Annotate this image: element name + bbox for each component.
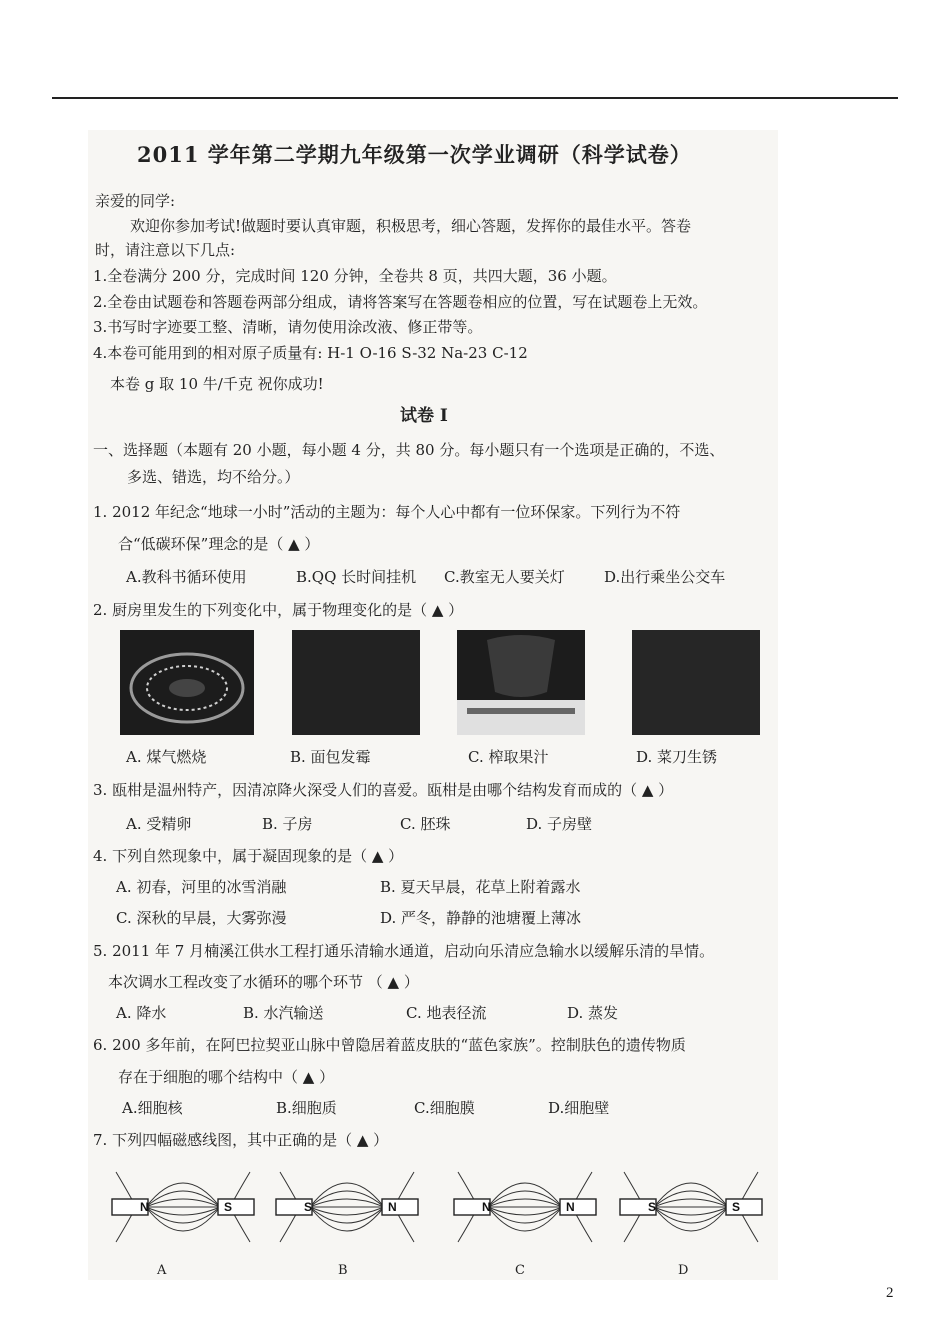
intro-line-1: 欢迎你参加考试!做题时要认真审题，积极思考，细心答题，发挥你的最佳水平。答卷: [130, 217, 692, 235]
magnet-diagram-a: [108, 1162, 258, 1256]
q6-option-d: D.细胞壁: [548, 1099, 610, 1117]
note-2: 2.全卷由试题卷和答题卷两部分组成，请将答案写在答题卷相应的位置，写在试题卷上无效。: [93, 293, 708, 311]
field-lines-a: [108, 1162, 258, 1252]
q7-stem: 7. 下列四幅磁感线图，其中正确的是（ ▲ ）: [93, 1131, 389, 1149]
page-number: 2: [886, 1285, 894, 1301]
q6-stem-1: 6. 200 多年前，在阿巴拉契亚山脉中曾隐居着蓝皮肤的“蓝色家族”。控制肤色的遗传物质: [93, 1036, 686, 1054]
intro-line-2: 时，请注意以下几点:: [95, 241, 236, 259]
q6-stem-2: 存在于细胞的哪个结构中（ ▲ ）: [118, 1068, 335, 1086]
pole-label: S: [224, 1200, 233, 1214]
q1-option-b: B.QQ 长时间挂机: [296, 568, 417, 586]
pole-label: N: [140, 1200, 149, 1214]
q4-option-a: A. 初春，河里的冰雪消融: [116, 878, 287, 896]
q5-option-b: B. 水汽输送: [243, 1004, 324, 1022]
field-line: [310, 1199, 384, 1207]
field-line: [146, 1207, 220, 1215]
q3-option-a: A. 受精卵: [126, 815, 192, 833]
q3-stem: 3. 瓯柑是温州特产，因清凉降火深受人们的喜爱。瓯柑是由哪个结构发育而成的（ ▲ ）: [93, 781, 674, 799]
top-rule: [52, 97, 898, 99]
diagram-label-c: C: [515, 1263, 525, 1278]
greeting: 亲爱的同学:: [95, 192, 176, 210]
diagram-label-d: D: [678, 1263, 689, 1278]
field-line: [654, 1207, 728, 1215]
field-line: [488, 1199, 562, 1207]
q1-stem-1: 1. 2012 年纪念“地球一小时”活动的主题为：每个人心中都有一位环保家。下列行为不符: [93, 503, 681, 521]
rusty-knife-photo: [632, 630, 760, 735]
field-lines-c: [450, 1162, 600, 1252]
q3-option-d: D. 子房壁: [526, 815, 593, 833]
q5-option-d: D. 蒸发: [567, 1004, 619, 1022]
magnet-diagram-c: [450, 1162, 600, 1256]
q2-option-a: A. 煤气燃烧: [126, 748, 207, 766]
pole-label: S: [648, 1200, 657, 1214]
g-note: 本卷 g 取 10 牛/千克 祝你成功!: [110, 375, 324, 393]
field-line: [654, 1199, 728, 1207]
note-1: 1.全卷满分 200 分，完成时间 120 分钟，全卷共 8 页，共四大题，36 小题。: [93, 267, 617, 285]
pole-label: S: [304, 1200, 313, 1214]
q1-option-d: D.出行乘坐公交车: [604, 568, 726, 586]
magnet-diagram-d: [616, 1162, 766, 1256]
field-line: [146, 1199, 220, 1207]
q2-stem: 2. 厨房里发生的下列变化中，属于物理变化的是（ ▲ ）: [93, 601, 464, 619]
pole-label: N: [388, 1200, 397, 1214]
field-lines-b: [272, 1162, 422, 1252]
q5-option-c: C. 地表径流: [406, 1004, 487, 1022]
q2-option-c: C. 榨取果汁: [468, 748, 549, 766]
q6-option-a: A.细胞核: [122, 1099, 183, 1117]
q3-option-c: C. 胚珠: [400, 815, 451, 833]
q4-option-b: B. 夏天早晨，花草上附着露水: [380, 878, 581, 896]
q3-option-b: B. 子房: [262, 815, 313, 833]
gas-flame-illustration: [120, 630, 254, 735]
q1-stem-2: 合“低碳环保”理念的是（ ▲ ）: [118, 535, 320, 553]
magnet-diagram-b: [272, 1162, 422, 1256]
diagram-label-b: B: [338, 1263, 348, 1278]
juicer-illustration: [457, 630, 585, 735]
pole-label: N: [566, 1200, 575, 1214]
q6-option-b: B.细胞质: [276, 1099, 337, 1117]
part-one-line-2: 多选、错选，均不给分。）: [127, 468, 300, 486]
note-3: 3.书写时字迹要工整、清晰，请勿使用涂改液、修正带等。: [93, 318, 483, 336]
note-4: 4.本卷可能用到的相对原子质量有: H-1 O-16 S-32 Na-23 C-12: [93, 344, 528, 362]
q4-option-d: D. 严冬，静静的池塘覆上薄冰: [380, 909, 582, 927]
juice-photo: [457, 630, 585, 735]
q4-stem: 4. 下列自然现象中，属于凝固现象的是（ ▲ ）: [93, 847, 404, 865]
diagram-label-a: A: [157, 1263, 167, 1278]
field-line: [488, 1207, 562, 1215]
q1-option-c: C.教室无人要关灯: [444, 568, 565, 586]
pole-label: S: [732, 1200, 741, 1214]
field-lines-d: [616, 1162, 766, 1252]
field-line: [310, 1207, 384, 1215]
moldy-bread-photo: [292, 630, 420, 735]
pole-label: N: [482, 1200, 491, 1214]
gas-flame-photo: [120, 630, 254, 735]
part-one-line-1: 一、选择题（本题有 20 小题，每小题 4 分，共 80 分。每小题只有一个选项是正确的，不选、: [93, 441, 725, 459]
q2-option-d: D. 菜刀生锈: [636, 748, 718, 766]
q6-option-c: C.细胞膜: [414, 1099, 475, 1117]
q2-option-b: B. 面包发霉: [290, 748, 371, 766]
exam-title: 2011 学年第二学期九年级第一次学业调研（科学试卷）: [137, 142, 692, 167]
q5-stem-1: 5. 2011 年 7 月楠溪江供水工程打通乐清输水通道，启动向乐清应急输水以缓解乐清的旱情。: [93, 942, 715, 960]
q5-option-a: A. 降水: [116, 1004, 167, 1022]
q1-option-a: A.教科书循环使用: [126, 568, 247, 586]
section-title: 试卷 I: [400, 406, 448, 426]
q4-option-c: C. 深秋的早晨，大雾弥漫: [116, 909, 287, 927]
q5-stem-2: 本次调水工程改变了水循环的哪个环节 （ ▲ ）: [108, 973, 419, 991]
